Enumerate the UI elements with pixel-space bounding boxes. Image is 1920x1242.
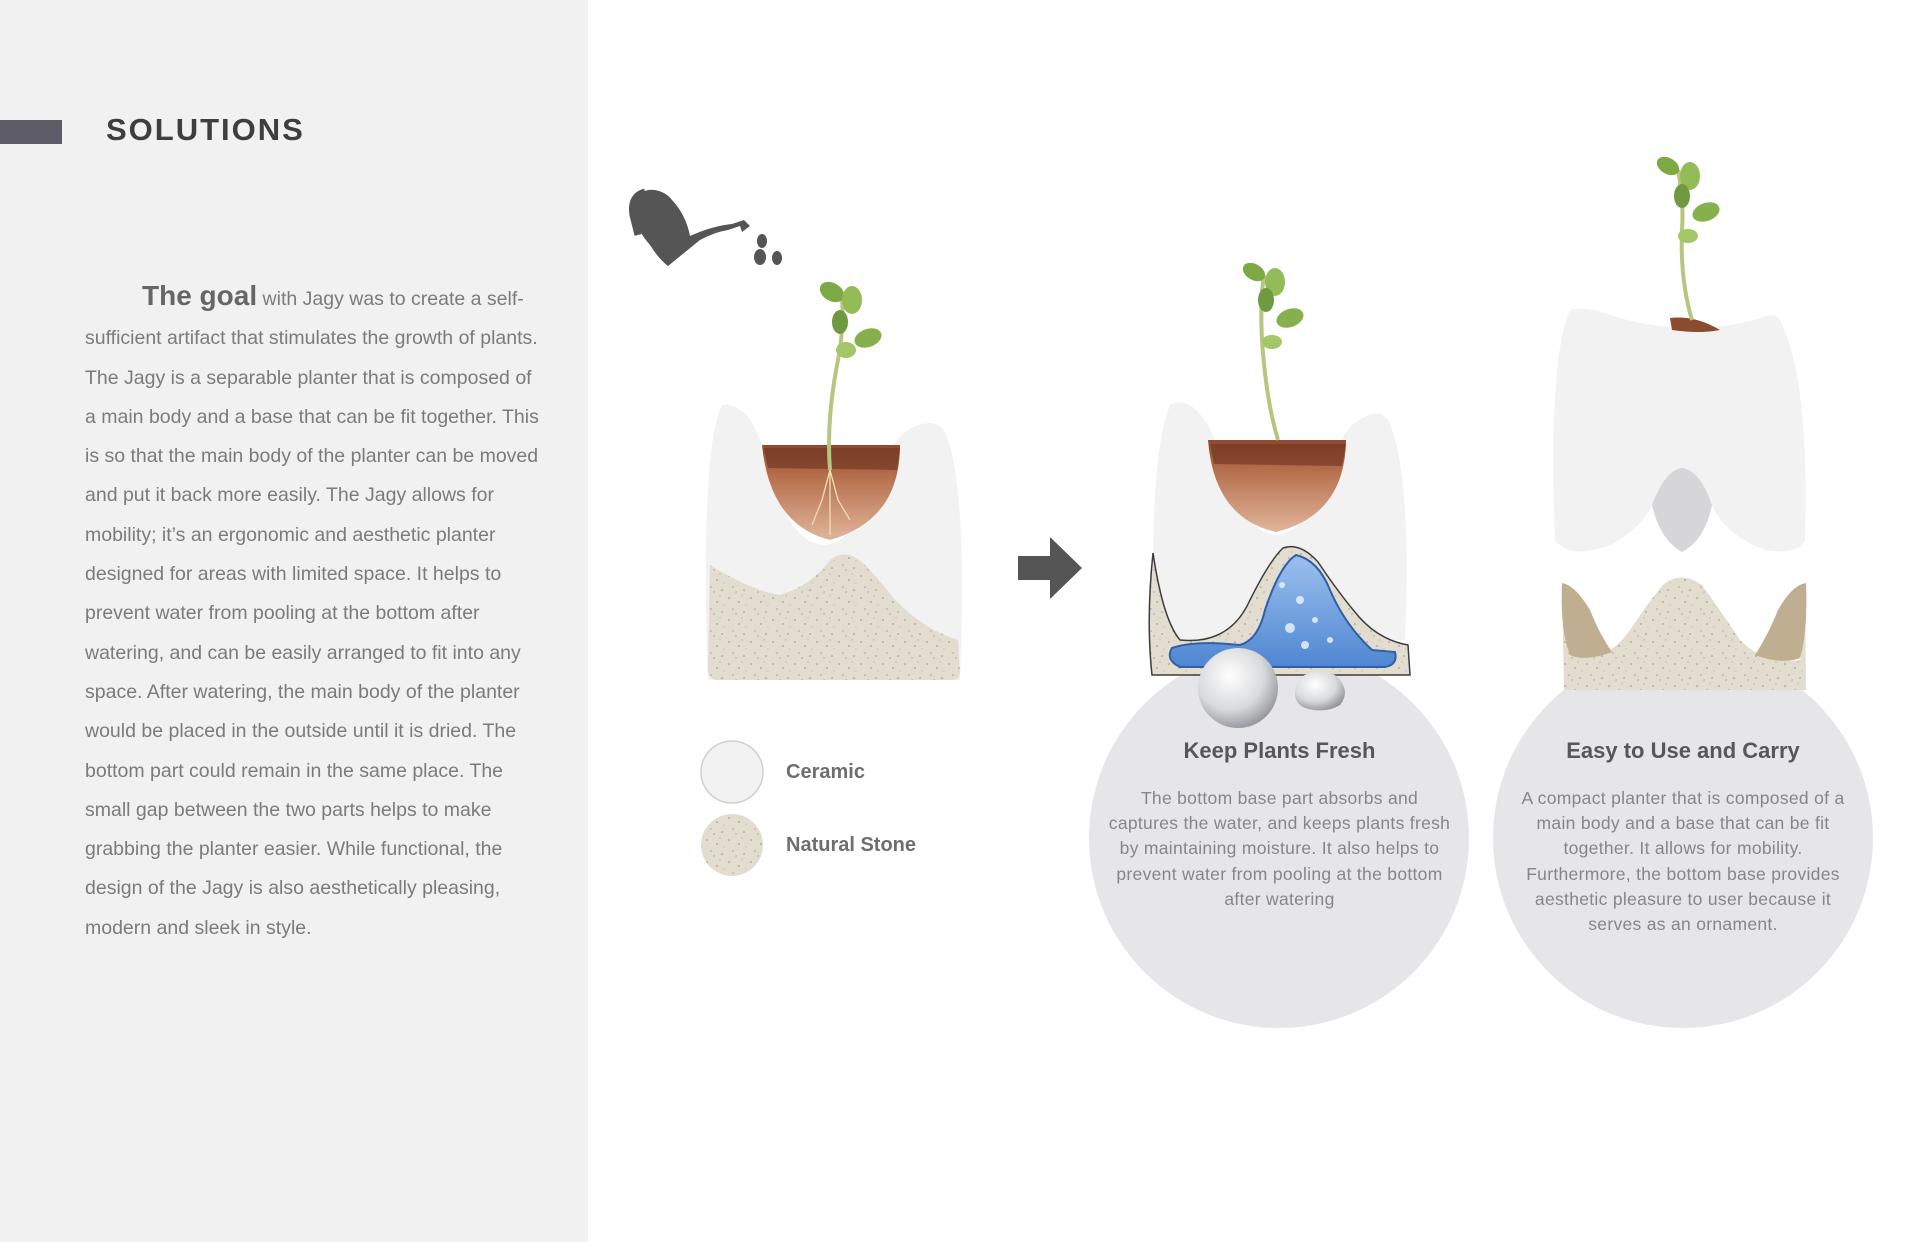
planter-assembled: [706, 278, 962, 680]
card-title: Keep Plants Fresh: [1183, 738, 1376, 763]
water-drop-icon: [754, 234, 782, 265]
intro-lead: The goal: [142, 280, 258, 311]
stone-swatch: [701, 814, 763, 876]
card-keep-fresh: [1107, 738, 1452, 912]
planter-water-section: [1089, 259, 1469, 1028]
card-text: The bottom base part absorbs and captures the water, and keeps plants fresh by maintaining moisture. It also helps to prevent water from pooling at the bottom after watering: [1108, 788, 1451, 909]
ceramic-swatch: [701, 741, 763, 803]
section-title: SOLUTIONS: [106, 112, 305, 147]
card-easy-carry: [1514, 738, 1852, 937]
legend-ceramic-label: Ceramic: [786, 761, 865, 783]
watering-can-icon: [633, 190, 751, 266]
card-text: A compact planter that is composed of a main body and a base that can be fit together. It allows for mobility. Furthermore, the bottom base provides aesthetic pleasure to user because it serves as an ornament.: [1521, 788, 1845, 935]
arrow-right-icon: [1018, 537, 1082, 599]
seedling-icon: [816, 278, 884, 470]
legend-stone-label: Natural Stone: [786, 834, 917, 856]
intro-body: with Jagy was to create a self-sufficient artifact that stimulates the growth of plants. The Jagy is a separable planter that is composed of a main body and a base that can be fit together. This is so that the main body of the planter can be moved and put it back more easily. The Jagy allows for mobility; it’s an ergonomic and aesthetic planter designed for areas with limited space. It helps to prevent water from pooling at the bottom after watering, and can be easily arranged to fit into any space. After watering, the main body of the planter would be placed in the outside until it is dried. The bottom part could remain in the same place. The small gap between the two parts helps to make grabbing the planter easier. While functional, the design of the Jagy is also aesthetically pleasing, modern and sleek in style.: [85, 288, 539, 939]
card-title: Easy to Use and Carry: [1566, 738, 1800, 763]
